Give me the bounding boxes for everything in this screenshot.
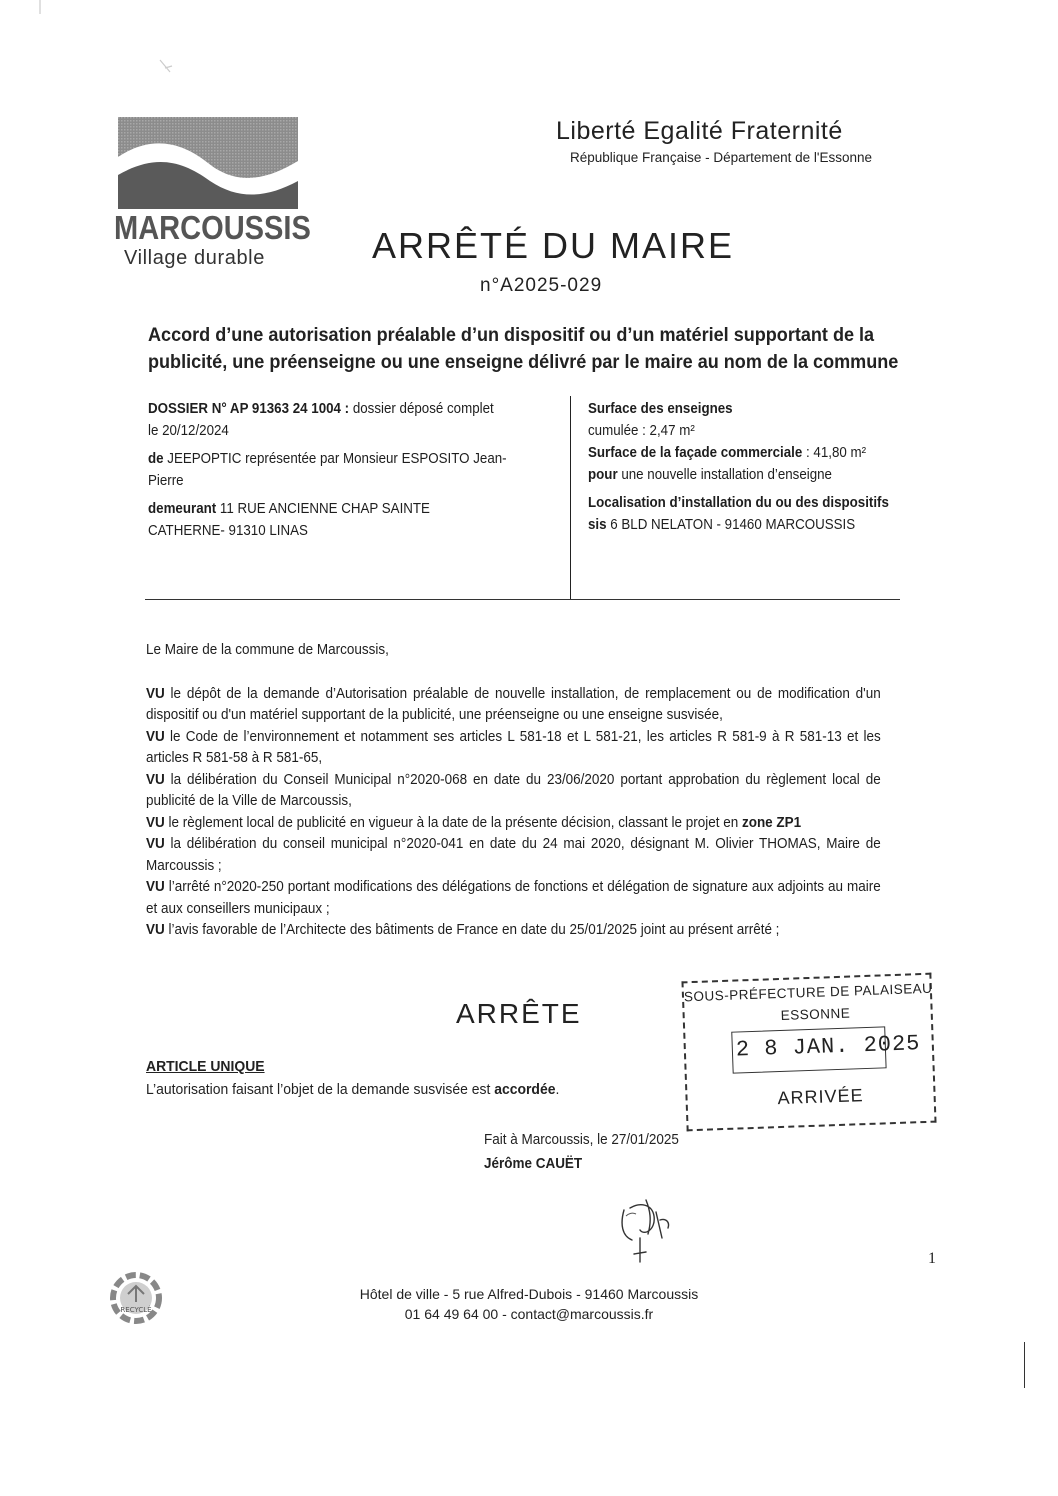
- republic-motto: Liberté Egalité Fraternité: [556, 117, 843, 145]
- consideration-item: [146, 834, 881, 877]
- vu-label: VU: [146, 771, 165, 788]
- stamp-status: ARRIVÉE: [777, 1085, 864, 1109]
- info-divider-horizontal: [145, 599, 900, 600]
- location-line: [588, 492, 910, 536]
- marcoussis-logo-icon: [118, 117, 298, 209]
- scan-corner-mark: [0, 0, 200, 110]
- location-label: Localisation d’installation du ou des dispositifs sis: [588, 495, 889, 533]
- consideration-item: [146, 877, 881, 920]
- consideration-text: la délibération du conseil municipal n°2020-041 en date du 24 mai 2020, désignant M. Olivier THOMAS, Maire de Marcoussis ;: [146, 836, 881, 874]
- vu-label: VU: [146, 922, 165, 938]
- surface-label-line: [588, 398, 910, 420]
- consideration-text: l’avis favorable de l’Architecte des bâtiments de France en date du 25/01/2025 joint au présent arrêté ;: [164, 922, 780, 938]
- consideration-item: [146, 684, 881, 727]
- article-title: ARTICLE UNIQUE: [146, 1058, 265, 1075]
- consideration-item: [146, 727, 881, 770]
- consideration-text: l’arrêté n°2020-250 portant modifications des délégations de fonctions et délégation de signature aux adjoints au maire et aux conseillers municipaux ;: [146, 879, 881, 917]
- vu-label: VU: [146, 685, 165, 702]
- consideration-text: le Code de l’environnement et notamment ses articles L 581-18 et L 581-21, les articles R 581-9 à R 581-13 et les articles R 581-58 à R 581-65,: [146, 728, 881, 766]
- stamp-authority: SOUS-PRÉFECTURE DE PALAISEAU: [683, 980, 933, 1005]
- recycle-label: RECYCLÉ: [120, 1306, 152, 1314]
- consideration-item: [146, 813, 881, 835]
- location-text: 6 BLD NELATON - 91460 MARCOUSSIS: [606, 517, 856, 533]
- decision-heading: ARRÊTE: [456, 998, 582, 1029]
- facade-value: : 41,80 m²: [802, 445, 867, 461]
- decree-body: [146, 640, 881, 942]
- consideration-text: la délibération du Conseil Municipal n°2020-068 en date du 23/06/2020 portant approbation du règlement local de publicité de la Ville de Marcoussis,: [146, 771, 881, 809]
- article-end: .: [555, 1081, 560, 1098]
- decree-number: n°A2025-029: [480, 275, 603, 296]
- info-divider-vertical: [570, 396, 571, 600]
- footer-address: Hôtel de ville - 5 rue Alfred-Dubois - 91460 Marcoussis: [359, 1286, 699, 1302]
- footer-contact: 01 64 49 64 00 - contact@marcoussis.fr: [404, 1306, 654, 1322]
- signatory-name: Jérôme CAUËT: [484, 1156, 583, 1172]
- purpose-line: [588, 464, 910, 486]
- vu-label: VU: [146, 836, 165, 852]
- address-text: 11 RUE ANCIENNE CHAP SAINTE CATHERNE- 91310 LINAS: [148, 501, 430, 539]
- dossier-info-left: [148, 398, 507, 548]
- document-title: ARRÊTÉ DU MAIRE: [372, 225, 735, 266]
- dossier-info-right: [588, 398, 910, 536]
- consideration-text: le règlement local de publicité en vigueur à la date de la présente décision, classant le projet en: [164, 814, 742, 831]
- facade-line: [588, 442, 910, 464]
- signature-place-date: Fait à Marcoussis, le 27/01/2025: [484, 1132, 679, 1148]
- surface-value-line: cumulée : 2,47 m²: [588, 423, 695, 439]
- applicant-label: de: [148, 451, 164, 467]
- purpose-label: pour: [588, 467, 618, 483]
- scan-edge-mark: [1024, 1342, 1025, 1388]
- stamp-date: 2 8 JAN. 2025: [735, 1031, 921, 1063]
- logo-name: MARCOUSSIS: [114, 209, 311, 246]
- dossier-number-line: [148, 398, 507, 442]
- dossier-number-text: dossier déposé complet le 20/12/2024: [148, 401, 494, 439]
- vu-label: VU: [146, 879, 165, 895]
- vu-label: VU: [146, 814, 165, 831]
- logo-tagline: Village durable: [124, 247, 265, 269]
- handwritten-signature-icon: [610, 1190, 680, 1270]
- stamp-department: ESSONNE: [780, 1005, 851, 1023]
- applicant-line: [148, 448, 507, 492]
- facade-label: Surface de la façade commerciale: [588, 445, 803, 461]
- dossier-number-label: DOSSIER N° AP 91363 24 1004 :: [148, 401, 350, 417]
- reception-stamp: [681, 973, 936, 1132]
- article-text: [146, 1081, 559, 1098]
- surface-label: Surface des enseignes: [588, 401, 733, 417]
- article-decision: accordée: [494, 1081, 556, 1098]
- consideration-text: le dépôt de la demande d’Autorisation préalable de nouvelle installation, de remplacement ou de modification d'un dispositif ou d'un matériel supportant de la publicité, une préenseigne ou une enseigne susvisée,: [146, 685, 881, 723]
- intro-line: Le Maire de la commune de Marcoussis,: [146, 642, 389, 658]
- address-label: demeurant: [148, 501, 217, 517]
- applicant-text: JEEPOPTIC représentée par Monsieur ESPOSITO Jean-Pierre: [148, 451, 507, 489]
- consideration-item: [146, 770, 881, 813]
- address-line: [148, 498, 507, 542]
- article-body: L’autorisation faisant l’objet de la demande susvisée est: [146, 1081, 495, 1098]
- vu-label: VU: [146, 728, 165, 745]
- header-subtitle: République Française - Département de l'Essonne: [570, 150, 872, 165]
- page-number: 1: [928, 1250, 936, 1267]
- zone-label: zone ZP1: [741, 814, 802, 831]
- consideration-item: [146, 920, 881, 942]
- purpose-text: une nouvelle installation d’enseigne: [617, 467, 832, 483]
- decree-subject: Accord d’une autorisation préalable d’un dispositif ou d’un matériel supportant de la publicité, une préenseigne ou une enseigne délivré par le maire au nom de la commune: [148, 325, 899, 373]
